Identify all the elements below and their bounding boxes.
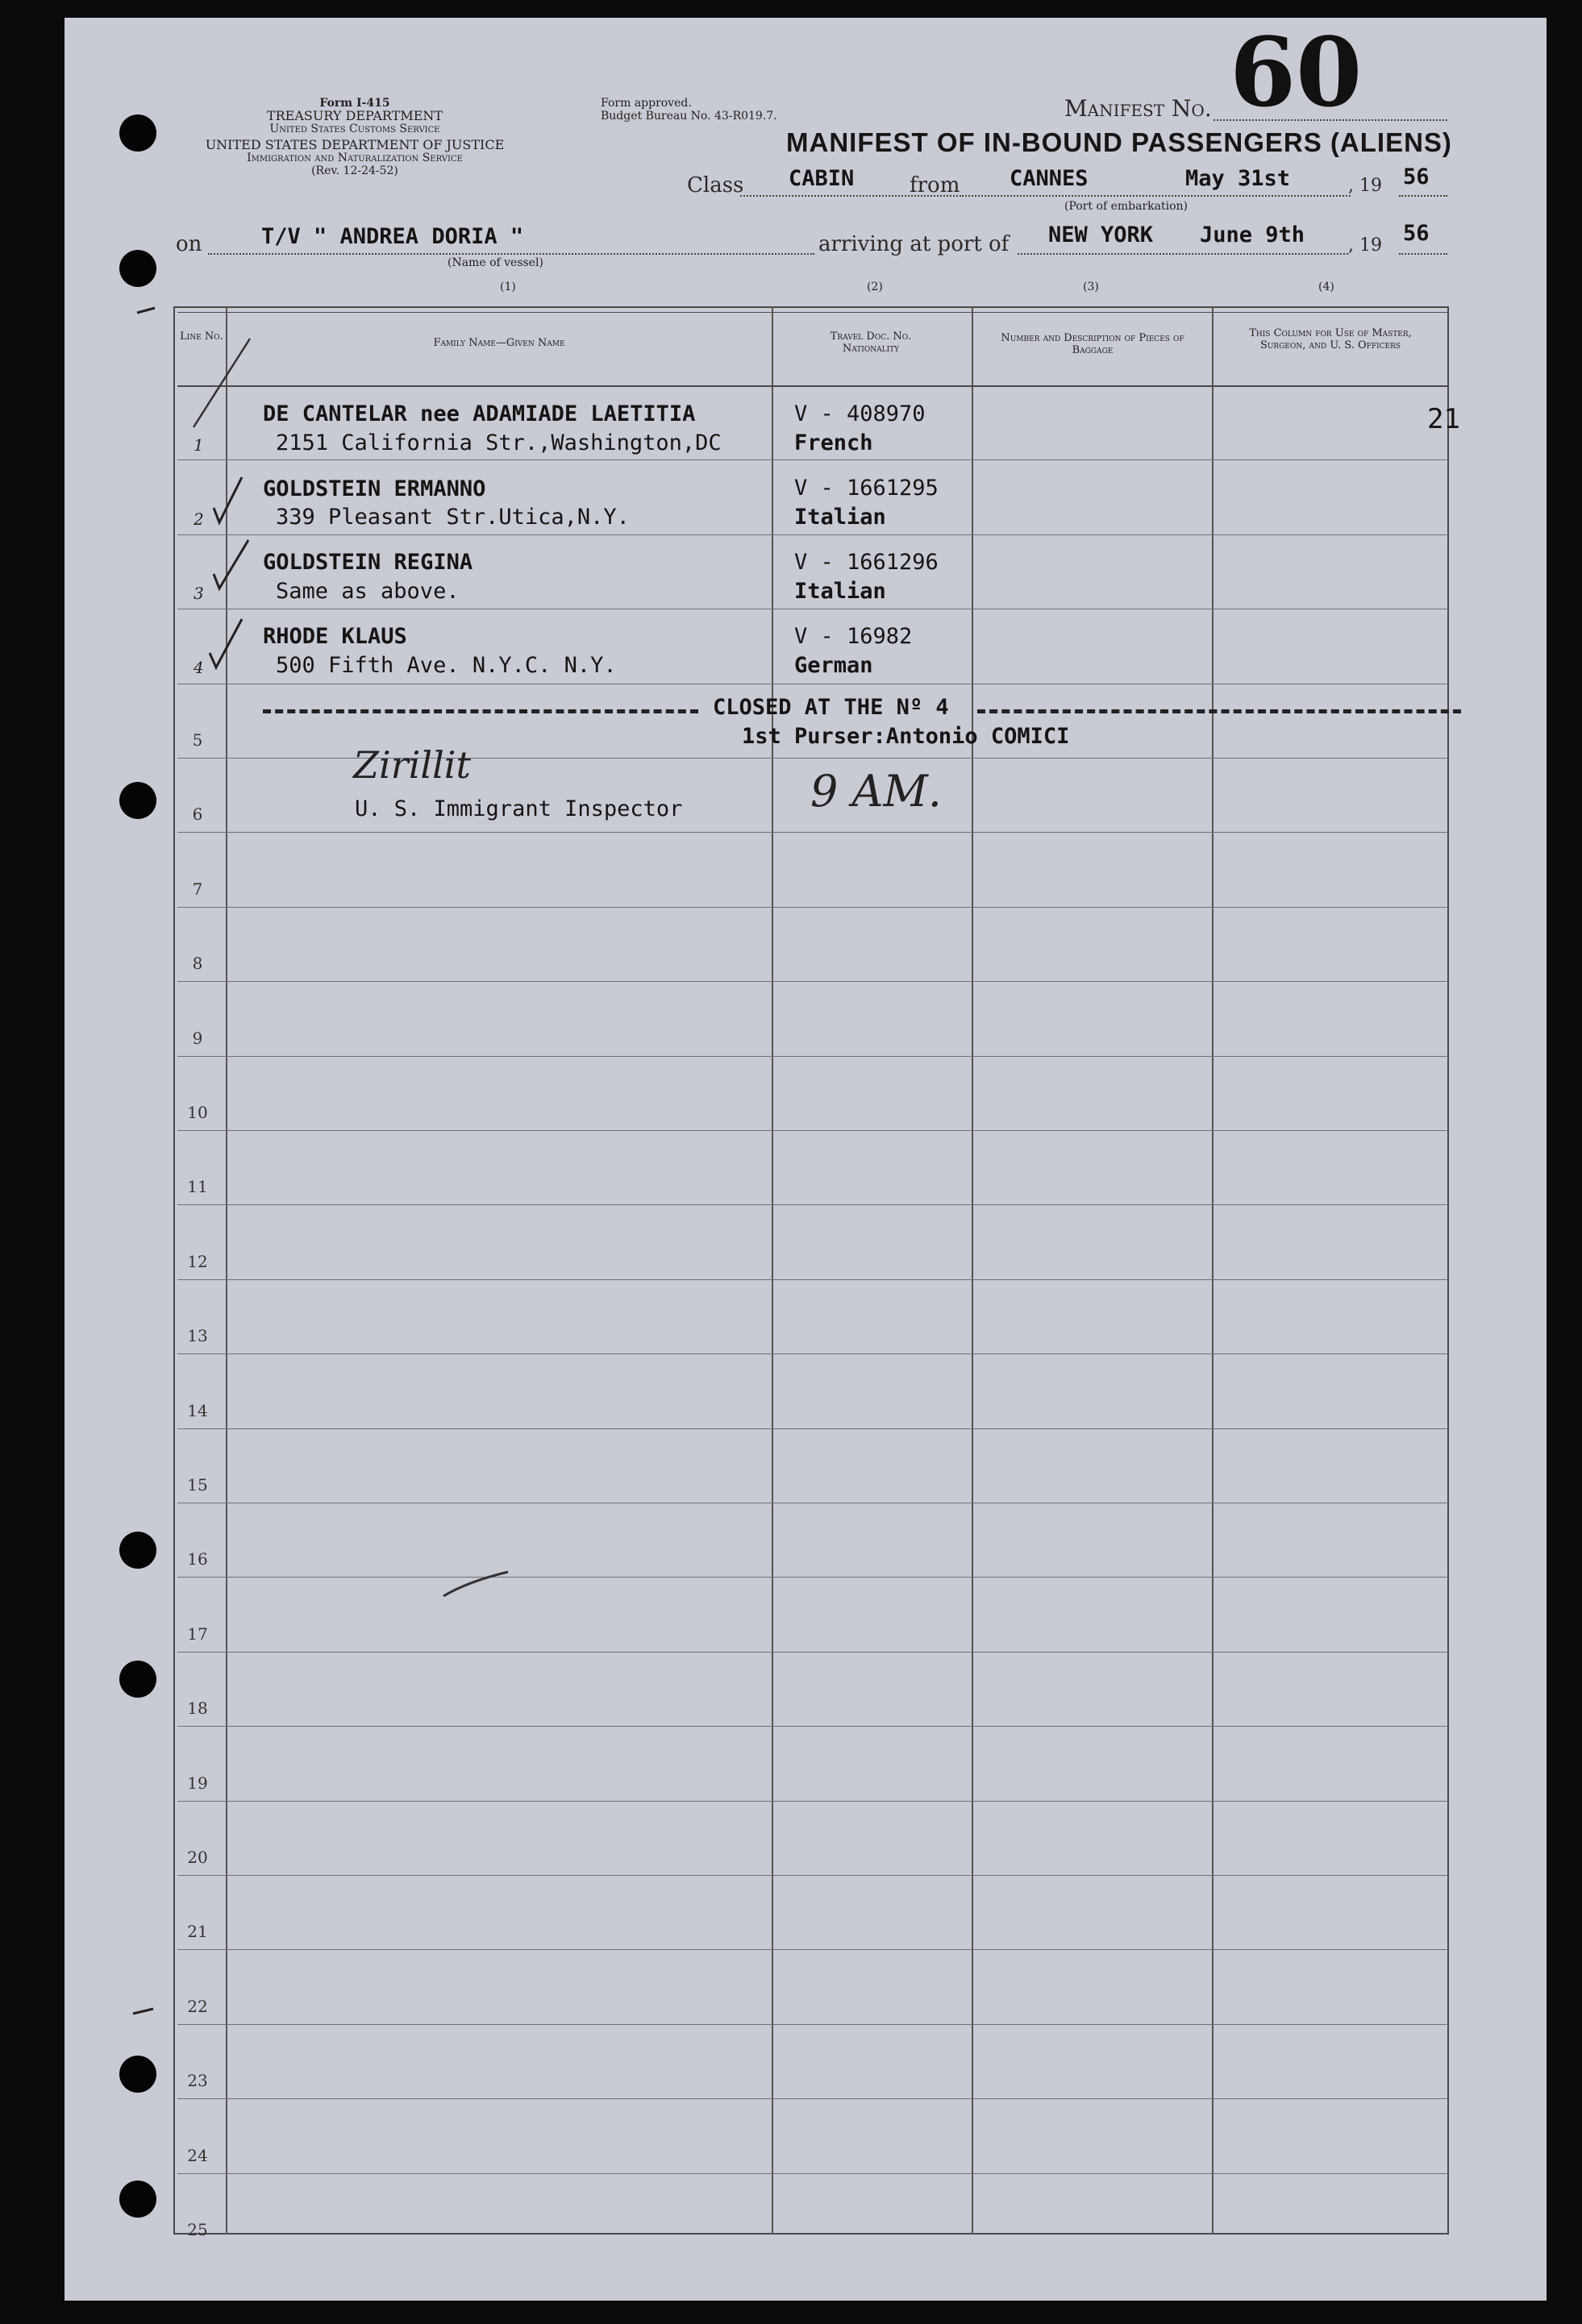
purser-text: 1st Purser:Antonio COMICI xyxy=(742,724,1070,749)
table-top-double xyxy=(177,312,1448,313)
line-number-handwritten: 3 xyxy=(194,584,204,603)
arrival-port: NEW YORK xyxy=(1048,222,1154,247)
closing-dashes-right xyxy=(977,709,1461,713)
check-mark-icon xyxy=(137,308,155,313)
ins-service: Immigration and Naturalization Service xyxy=(247,152,463,164)
row-rule xyxy=(177,1130,1448,1131)
line-number: 21 xyxy=(187,1922,208,1941)
page-title: MANIFEST OF IN-BOUND PASSENGERS (ALIENS) xyxy=(786,127,1452,157)
year-prefix-2: , 19 xyxy=(1348,235,1382,256)
line-number: 23 xyxy=(187,2071,208,2090)
row-rule xyxy=(177,1428,1448,1429)
col-header-line-no: Line No. xyxy=(180,331,223,343)
arrival-line xyxy=(1018,253,1348,255)
line-number: 15 xyxy=(187,1475,208,1495)
budget-bureau: Budget Bureau No. 43-R019.7. xyxy=(601,110,777,123)
line-number: 11 xyxy=(187,1177,208,1196)
line-number: 14 xyxy=(187,1401,208,1420)
nationality: French xyxy=(794,430,873,455)
line-number: 24 xyxy=(187,2146,208,2165)
row-rule xyxy=(177,907,1448,908)
line-number-handwritten: 1 xyxy=(194,435,204,455)
form-block xyxy=(165,97,544,177)
justice-dept: UNITED STATES DEPARTMENT OF JUSTICE xyxy=(205,137,505,152)
line-number: 5 xyxy=(192,730,203,750)
check-mark-icon xyxy=(214,477,242,522)
col-number-1: (1) xyxy=(500,281,516,293)
header-rule xyxy=(177,385,1448,387)
row-rule xyxy=(177,459,1448,460)
line-number: 9 xyxy=(192,1029,203,1048)
passenger-address: 339 Pleasant Str.Utica,N.Y. xyxy=(276,505,630,530)
arrival-date: June 9th xyxy=(1200,222,1305,247)
col-number-3: (3) xyxy=(1083,281,1099,293)
line-number: 25 xyxy=(187,2220,208,2239)
on-label: on xyxy=(176,232,202,256)
arriving-label: arriving at port of xyxy=(818,232,1010,256)
line-number: 17 xyxy=(187,1624,208,1644)
year-1: 56 xyxy=(1403,164,1430,189)
row-rule xyxy=(177,1204,1448,1205)
check-marks xyxy=(129,298,290,701)
check-mark-icon xyxy=(214,540,248,588)
year-line-2 xyxy=(1399,253,1447,255)
form-number: Form I-415 xyxy=(319,97,390,110)
travel-doc-no: V - 1661296 xyxy=(794,550,939,575)
travel-doc-no: V - 1661295 xyxy=(794,476,939,501)
class-label: Class xyxy=(687,173,744,197)
officer-note: 21 xyxy=(1427,403,1460,435)
col-divider-doc xyxy=(972,306,973,2235)
row-rule xyxy=(177,981,1448,982)
from-line xyxy=(960,195,1351,197)
punch-hole xyxy=(119,250,156,287)
punch-hole xyxy=(119,2181,156,2218)
passenger-address: 2151 California Str.,Washington,DC xyxy=(276,430,722,455)
check-mark-icon xyxy=(210,619,242,667)
travel-doc-no: V - 408970 xyxy=(794,401,926,426)
passenger-name: RHODE KLAUS xyxy=(263,624,407,649)
port-embark-note: (Port of embarkation) xyxy=(1064,200,1188,213)
row-rule xyxy=(177,1353,1448,1354)
line-number: 16 xyxy=(187,1549,208,1569)
line-number-handwritten: 2 xyxy=(194,509,204,529)
col-header-name: Family Name—Given Name xyxy=(433,337,565,349)
vessel-name: T/V " ANDREA DORIA " xyxy=(261,224,524,249)
nationality: German xyxy=(794,653,873,678)
pen-stroke xyxy=(133,2009,153,2014)
col-divider-name xyxy=(772,306,773,2235)
nationality: Italian xyxy=(794,505,886,530)
from-label: from xyxy=(910,173,960,197)
punch-hole xyxy=(119,114,156,152)
col-number-2: (2) xyxy=(867,281,883,293)
line-number: 20 xyxy=(187,1848,208,1867)
col-number-4: (4) xyxy=(1318,281,1334,293)
year-line-1 xyxy=(1399,195,1447,197)
line-number: 13 xyxy=(187,1326,208,1345)
pen-stroke xyxy=(443,1572,508,1596)
year-prefix-1: , 19 xyxy=(1348,176,1382,196)
passenger-address: 500 Fifth Ave. N.Y.C. N.Y. xyxy=(276,653,617,678)
vessel-line xyxy=(208,253,814,255)
passenger-address: Same as above. xyxy=(276,579,460,604)
line-number: 10 xyxy=(187,1103,208,1122)
embark-date: May 31st xyxy=(1185,166,1291,191)
row-rule xyxy=(177,832,1448,833)
col-divider-baggage xyxy=(1212,306,1214,2235)
line-number: 22 xyxy=(187,1997,208,2016)
row-rule xyxy=(177,1056,1448,1057)
travel-doc-no: V - 16982 xyxy=(794,624,913,649)
col-header-travel-doc: Travel Doc. No. Nationality xyxy=(830,331,912,355)
line-number: 12 xyxy=(187,1252,208,1271)
form-revision: (Rev. 12-24-52) xyxy=(311,164,398,177)
pen-marks xyxy=(129,1564,532,2048)
from-value: CANNES xyxy=(1010,166,1089,191)
manifest-no-label: Manifest No. xyxy=(1064,95,1212,122)
closed-at-text: CLOSED AT THE Nº 4 xyxy=(713,695,949,720)
arrival-time: 9 AM. xyxy=(810,766,942,817)
vessel-note: (Name of vessel) xyxy=(448,256,543,269)
class-value: CABIN xyxy=(789,166,855,191)
passenger-name: GOLDSTEIN REGINA xyxy=(263,550,473,575)
punch-hole xyxy=(119,782,156,819)
line-number: 8 xyxy=(192,954,203,973)
closing-dashes-left xyxy=(263,709,698,713)
row-rule xyxy=(177,1279,1448,1280)
treasury-dept: TREASURY DEPARTMENT xyxy=(266,108,443,123)
inspector-title: U. S. Immigrant Inspector xyxy=(355,796,683,821)
row-rule xyxy=(177,2098,1448,2099)
customs-service: United States Customs Service xyxy=(269,123,440,135)
passenger-name: DE CANTELAR nee ADAMIADE LAETITIA xyxy=(263,401,696,426)
inspector-signature: Zirillit xyxy=(353,743,471,787)
row-rule xyxy=(177,2173,1448,2174)
col-header-baggage: Number and Description of Pieces of Baggage xyxy=(1001,332,1184,356)
punch-hole xyxy=(119,2056,156,2093)
col-header-officers: This Column for Use of Master, Surgeon, and U. S. Officers xyxy=(1249,327,1412,351)
nationality: Italian xyxy=(794,579,886,604)
line-number: 19 xyxy=(187,1773,208,1793)
form-approved: Form approved. xyxy=(601,97,692,110)
line-number: 7 xyxy=(192,879,203,899)
line-number: 18 xyxy=(187,1698,208,1718)
manifest-number: 60 xyxy=(1230,16,1363,128)
passenger-name: GOLDSTEIN ERMANNO xyxy=(263,476,486,501)
approval-block xyxy=(601,97,777,123)
line-number: 6 xyxy=(192,804,203,824)
line-number-handwritten: 4 xyxy=(194,658,204,677)
check-mark-icon xyxy=(194,339,250,427)
row-rule xyxy=(177,534,1448,535)
year-2: 56 xyxy=(1403,221,1430,246)
